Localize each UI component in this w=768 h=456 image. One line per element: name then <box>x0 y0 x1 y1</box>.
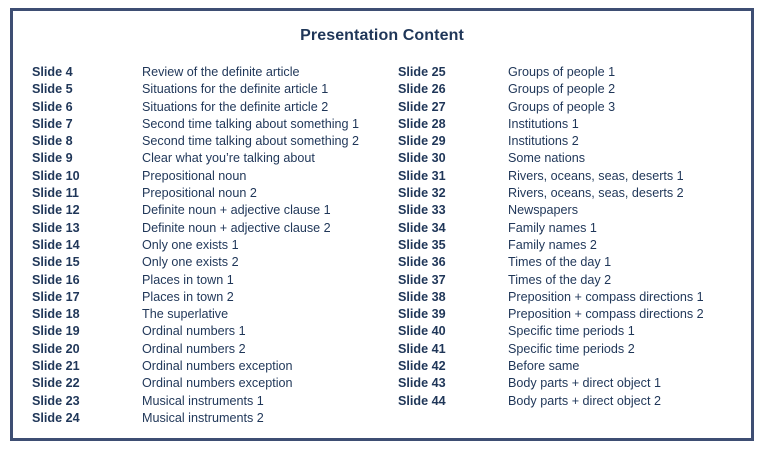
slide-topic: Groups of people 2 <box>508 82 616 97</box>
slide-row <box>398 133 704 150</box>
slide-topic: Places in town 2 <box>142 289 234 304</box>
slide-topic: Situations for the definite article 2 <box>142 99 329 114</box>
slide-number: Slide 21 <box>32 359 80 374</box>
slide-number: Slide 17 <box>32 289 80 304</box>
slide-topic: Prepositional noun 2 <box>142 186 257 201</box>
slide-row <box>32 202 359 219</box>
slide-row <box>32 64 359 81</box>
slide-number: Slide 15 <box>32 255 80 270</box>
slide-row <box>398 341 704 358</box>
slide-number: Slide 22 <box>32 376 80 391</box>
slide-number: Slide 42 <box>398 359 446 374</box>
slide-number: Slide 11 <box>32 186 79 201</box>
slide-number: Slide 12 <box>32 203 80 218</box>
slide-row <box>32 150 359 167</box>
slide-number: Slide 9 <box>32 151 73 166</box>
slide-number: Slide 35 <box>398 237 446 252</box>
slide-row <box>398 306 704 323</box>
slide-topic: Only one exists 2 <box>142 255 239 270</box>
slide-row <box>398 185 704 202</box>
slide-topic: Preposition + compass directions 2 <box>508 307 704 322</box>
slide-topic: Ordinal numbers 2 <box>142 341 246 356</box>
slide-row <box>32 185 359 202</box>
slide-number: Slide 20 <box>32 341 80 356</box>
slide-row <box>398 237 704 254</box>
slide-number: Slide 27 <box>398 99 446 114</box>
slide-topic: Body parts + direct object 2 <box>508 393 661 408</box>
slide-row <box>32 99 359 116</box>
slide-topic: Specific time periods 1 <box>508 324 635 339</box>
slide-topic: Only one exists 1 <box>142 237 239 252</box>
slide-number: Slide 34 <box>398 220 446 235</box>
slide-number: Slide 19 <box>32 324 80 339</box>
slide-number: Slide 25 <box>398 65 446 79</box>
slide-topic: Family names 2 <box>508 237 597 252</box>
slide-topic: Second time talking about something 2 <box>142 134 360 149</box>
slide-row <box>32 168 359 185</box>
page-title: Presentation Content <box>300 27 464 44</box>
slide-row <box>398 289 704 306</box>
slide-row <box>398 150 704 167</box>
slide-row <box>398 99 704 116</box>
slide-topic: Definite noun + adjective clause 2 <box>142 220 331 235</box>
slide-topic: Rivers, oceans, seas, deserts 2 <box>508 186 684 201</box>
slide-number: Slide 29 <box>398 134 446 149</box>
slide-row <box>398 81 704 98</box>
slide-row <box>32 375 359 392</box>
slide-number: Slide 43 <box>398 376 446 391</box>
slide-row <box>32 410 359 427</box>
slide-row <box>398 64 704 81</box>
slide-row <box>398 272 704 289</box>
slide-number: Slide 10 <box>32 168 80 183</box>
slide-topic: Preposition + compass directions 1 <box>508 289 704 304</box>
slide-number: Slide 39 <box>398 307 446 322</box>
slide-number: Slide 30 <box>398 151 446 166</box>
slide-number: Slide 33 <box>398 203 446 218</box>
slide-number: Slide 36 <box>398 255 446 270</box>
slide-row <box>32 254 359 271</box>
slide-number: Slide 44 <box>398 393 446 408</box>
slide-topic: Ordinal numbers 1 <box>142 324 246 339</box>
slide-number: Slide 23 <box>32 393 80 408</box>
slide-number: Slide 5 <box>32 82 73 97</box>
slide-row <box>32 272 359 289</box>
slide-number: Slide 8 <box>32 134 73 149</box>
slide-row <box>398 168 704 185</box>
slide-number: Slide 14 <box>32 237 80 252</box>
slide-topic: Prepositional noun <box>142 168 247 183</box>
slide-number: Slide 38 <box>398 289 446 304</box>
slide-number: Slide 40 <box>398 324 446 339</box>
slide-topic: The superlative <box>142 307 229 322</box>
slide-number: Slide 24 <box>32 410 80 425</box>
content-frame <box>10 8 754 441</box>
slide-topic: Groups of people 3 <box>508 99 616 114</box>
slide-row <box>32 133 359 150</box>
slide-topic: Times of the day 2 <box>508 272 612 287</box>
slide-topic: Before same <box>508 359 580 374</box>
slide-topic: Places in town 1 <box>142 272 234 287</box>
slide-topic: Second time talking about something 1 <box>142 116 360 131</box>
slide-number: Slide 18 <box>32 307 80 322</box>
slide-row <box>398 202 704 219</box>
slide-row <box>32 341 359 358</box>
slide-topic: Family names 1 <box>508 220 597 235</box>
right-slide-list <box>398 64 704 410</box>
slide-row <box>398 323 704 340</box>
slide-row <box>398 393 704 410</box>
slide-topic: Some nations <box>508 151 586 166</box>
slide-topic: Groups of people 1 <box>508 65 616 79</box>
slide-topic: Times of the day 1 <box>508 255 612 270</box>
slide-topic: Ordinal numbers exception <box>142 359 293 374</box>
slide-number: Slide 7 <box>32 116 73 131</box>
slide-row <box>398 358 704 375</box>
slide-topic: Ordinal numbers exception <box>142 376 293 391</box>
slide-row <box>398 254 704 271</box>
slide-topic: Rivers, oceans, seas, deserts 1 <box>508 168 684 183</box>
left-slide-list <box>32 64 359 427</box>
slide-row <box>32 81 359 98</box>
slide-row <box>32 220 359 237</box>
slide-topic: Specific time periods 2 <box>508 341 635 356</box>
slide-number: Slide 6 <box>32 99 73 114</box>
slide-topic: Musical instruments 1 <box>142 393 264 408</box>
slide-topic: Institutions 1 <box>508 116 579 131</box>
slide-row <box>32 306 359 323</box>
slide-number: Slide 16 <box>32 272 80 287</box>
slide-row <box>398 375 704 392</box>
slide-row <box>32 323 359 340</box>
slide-row <box>398 220 704 237</box>
slide-topic: Institutions 2 <box>508 134 579 149</box>
slide-row <box>398 116 704 133</box>
slide-number: Slide 32 <box>398 186 446 201</box>
slide-topic: Musical instruments 2 <box>142 410 264 425</box>
slide-row <box>32 116 359 133</box>
slide-number: Slide 41 <box>398 341 446 356</box>
slide-topic: Definite noun + adjective clause 1 <box>142 203 331 218</box>
slide-number: Slide 13 <box>32 220 80 235</box>
slide-number: Slide 37 <box>398 272 446 287</box>
slide-row <box>32 237 359 254</box>
slide-row <box>32 289 359 306</box>
slide-topic: Review of the definite article <box>142 65 300 79</box>
slide-topic: Newspapers <box>508 203 578 218</box>
slide-topic: Body parts + direct object 1 <box>508 376 661 391</box>
slide-number: Slide 4 <box>32 65 73 79</box>
slide-number: Slide 28 <box>398 116 446 131</box>
slide-topic: Situations for the definite article 1 <box>142 82 329 97</box>
slide-number: Slide 26 <box>398 82 446 97</box>
slide-row <box>32 393 359 410</box>
slide-topic: Clear what you’re talking about <box>142 151 315 166</box>
slide-number: Slide 31 <box>398 168 446 183</box>
slide-row <box>32 358 359 375</box>
